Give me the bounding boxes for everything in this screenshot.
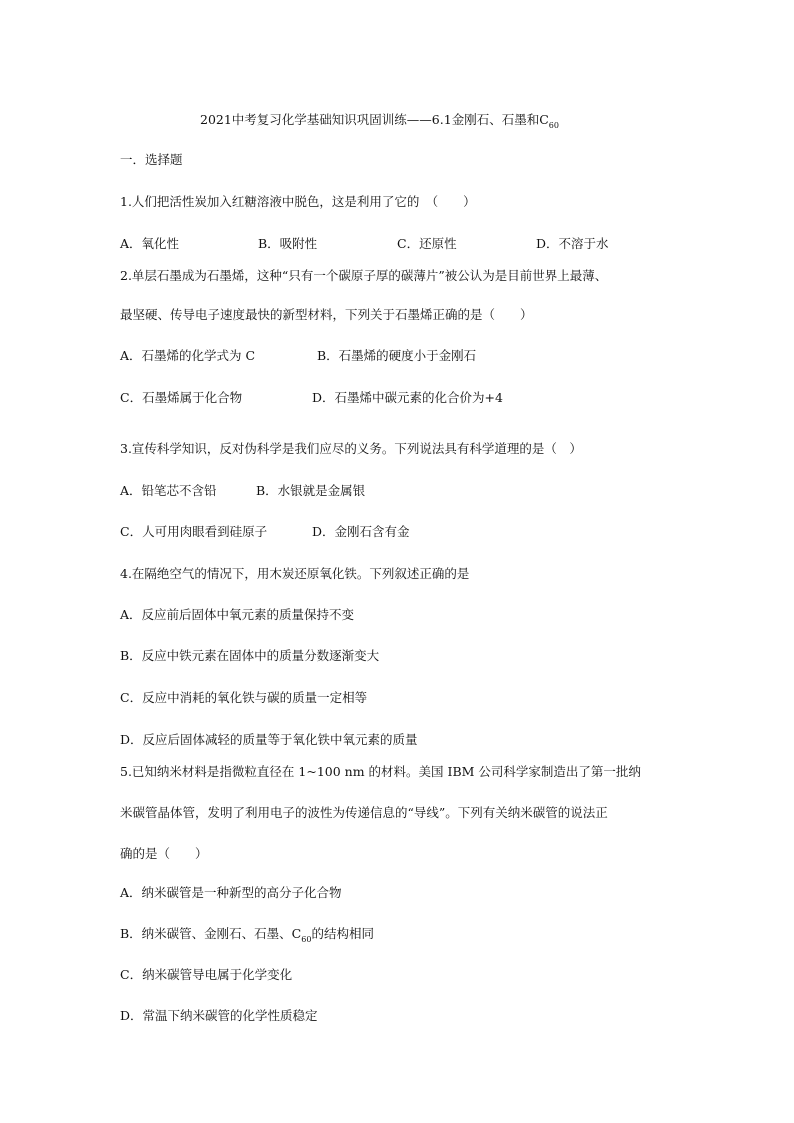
question-3-option-a: A．铅笔芯不含铅 <box>120 483 217 498</box>
question-1-option-d: D．不溶于水 <box>536 236 609 251</box>
question-3-option-b: B．水银就是金属银 <box>256 483 366 498</box>
question-2-option-d: D．石墨烯中碳元素的化合价为+4 <box>312 390 503 405</box>
question-1-stem: 1.人们把活性炭加入红糖溶液中脱色，这是利用了它的 （ ） <box>120 194 476 209</box>
question-2-option-b: B．石墨烯的硬度小于金刚石 <box>317 348 477 363</box>
question-1-option-a: A．氧化性 <box>120 236 180 251</box>
title-subscript: 60 <box>548 121 559 130</box>
question-4-option-a: A．反应前后固体中氧元素的质量保持不变 <box>120 607 355 622</box>
title-text: 2021中考复习化学基础知识巩固训练——6.1金刚石、石墨和C <box>200 112 549 127</box>
option-b-text: B．纳米碳管、金刚石、石墨、C <box>120 926 302 941</box>
question-5-option-d: D．常温下纳米碳管的化学性质稳定 <box>120 1008 318 1023</box>
section-heading: 一．选择题 <box>120 152 183 167</box>
question-4-option-c: C．反应中消耗的氧化铁与碳的质量一定相等 <box>120 690 368 705</box>
question-2-stem-line-1: 2.单层石墨成为石墨烯，这种“只有一个碳原子厚的碳薄片”被公认为是目前世界上最薄、 <box>120 268 608 283</box>
page-title <box>200 112 559 130</box>
question-2-option-c: C．石墨烯属于化合物 <box>120 390 243 405</box>
question-1-option-c: C．还原性 <box>397 236 457 251</box>
question-3-stem: 3.宣传科学知识，反对伪科学是我们应尽的义务。下列说法具有科学道理的是（ ） <box>120 441 582 456</box>
question-5-stem-line-1: 5.已知纳米材料是指微粒直径在 1~100 nm 的材料。美国 IBM 公司科学家制造出了第一批纳 <box>120 764 641 779</box>
option-b-subscript: 60 <box>301 935 312 944</box>
question-2-stem-line-2: 最坚硬、传导电子速度最快的新型材料，下列关于石墨烯正确的是（ ） <box>120 307 533 322</box>
question-5-stem-line-2: 米碳管晶体管，发明了利用电子的波性为传递信息的“导线”。下列有关纳米碳管的说法正 <box>120 805 608 820</box>
option-b-tail: 的结构相同 <box>311 926 374 941</box>
question-5-stem-line-3: 确的是（ ） <box>120 846 208 861</box>
question-1-option-b: B．吸附性 <box>258 236 318 251</box>
question-3-option-c: C．人可用肉眼看到硅原子 <box>120 524 268 539</box>
question-5-option-b <box>120 926 374 944</box>
question-2-option-a: A．石墨烯的化学式为 C <box>120 348 256 363</box>
question-5-option-a: A．纳米碳管是一种新型的高分子化合物 <box>120 885 342 900</box>
question-3-option-d: D．金刚石含有金 <box>312 524 410 539</box>
question-4-option-d: D．反应后固体减轻的质量等于氧化铁中氧元素的质量 <box>120 732 418 747</box>
question-5-option-c: C．纳米碳管导电属于化学变化 <box>120 967 293 982</box>
question-4-stem: 4.在隔绝空气的情况下，用木炭还原氧化铁。下列叙述正确的是 <box>120 566 470 581</box>
question-4-option-b: B．反应中铁元素在固体中的质量分数逐渐变大 <box>120 648 380 663</box>
